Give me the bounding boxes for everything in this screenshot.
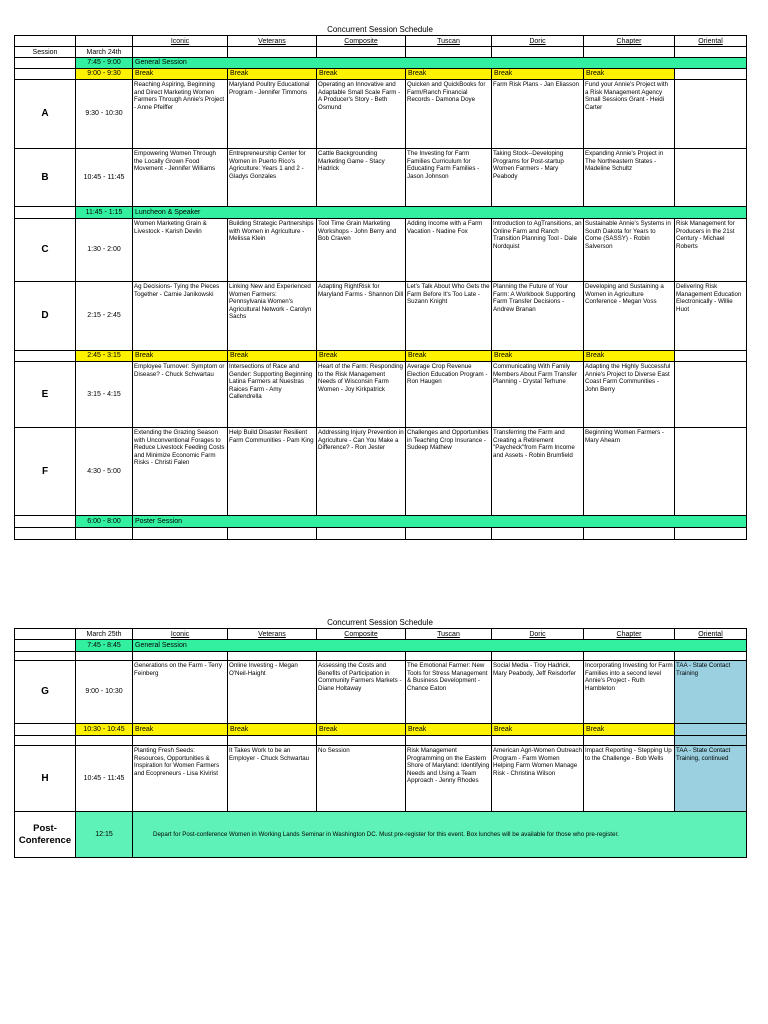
session-row-d [15,282,747,351]
session-cell: Quicken and QuickBooks for Farm/Ranch Financial Records - Damona Doye [406,80,492,149]
break-cell: Break [406,69,492,80]
break-cell: Break [317,724,406,736]
session-cell: Let's Talk About Who Gets the Farm Before It's Too Late - Suzann Knight [406,282,492,351]
column-header: Tuscan [406,629,492,640]
post-conference-note: Depart for Post-conference Women in Working Lands Seminar in Washington DC. Must pre-register for this event. Box lunches will be available for those who pre-register. [133,812,747,858]
session-cell: No Session [317,746,406,812]
session-cell: Challenges and Opportunities in Teaching Crop Insurance - Sudeep Mathew [406,428,492,516]
break-cell: Break [133,724,228,736]
time-cell: 11:45 - 1:15 [76,207,133,219]
session-cell: Employee Turnover: Symptom or Disease? - Chuck Schwartau [133,362,228,428]
session-cell: The Emotional Farmer: New Tools for Stress Management & Business Development - Chance Eaton [406,661,492,724]
time-cell: 10:45 - 11:45 [76,746,133,812]
time-cell: 10:30 - 10:45 [76,724,133,736]
session-cell: Operating an Innovative and Adaptable Small Scale Farm - A Producer's Story - Beth Osmund [317,80,406,149]
break-cell: Break [492,351,584,362]
column-header: Composite [317,629,406,640]
session-cell: Risk Management Programming on the Eastern Shore of Maryland: Identifying Needs and Using a Team Approach - Jenny Rhodes [406,746,492,812]
session-row-g [15,661,747,724]
spacer-row [15,528,747,540]
schedule-title: Concurrent Session Schedule [327,618,433,627]
poster-row [15,516,747,528]
schedule-table [14,628,747,858]
break-cell: Break [406,724,492,736]
break-row [15,724,747,736]
break-cell: Break [228,69,317,80]
break-cell: Break [584,351,675,362]
session-cell: Maryland Poultry Educational Program - Jennifer Timmons [228,80,317,149]
session-row-h [15,746,747,812]
band-label: General Session [133,58,747,69]
header-blank [15,36,76,47]
column-header: Composite [317,36,406,47]
date-header: March 24th [76,47,133,58]
session-letter: G [15,661,76,724]
session-cell: Risk Management for Producers in the 21st Century - Michael Roberts [675,219,747,282]
column-header: Chapter [584,629,675,640]
session-cell: Impact Reporting - Stepping Up to the Challenge - Bob Wells [584,746,675,812]
session-cell: Building Strategic Partnerships with Women in Agriculture - Melissa Klein [228,219,317,282]
session-cell: Adding Income with a Farm Vacation - Nadine Fox [406,219,492,282]
session-cell: Help Build Disaster Resilient Farm Communities - Pam King [228,428,317,516]
session-letter: B [15,149,76,207]
session-cell: Delivering Risk Management Education Electronically - Willie Huot [675,282,747,351]
time-cell: 4:30 - 5:00 [76,428,133,516]
session-cell: Farm Risk Plans - Jan Eliasson [492,80,584,149]
header-blank [76,36,133,47]
band-label: General Session [133,640,747,652]
session-cell [675,362,747,428]
session-cell: Adapting the Highly Successful Annie's Project to Diverse East Coast Farm Communities - John Berry [584,362,675,428]
time-cell: 2:15 - 2:45 [76,282,133,351]
time-cell: 9:30 - 10:30 [76,80,133,149]
session-cell: Average Crop Revenue Election Education Program - Ron Haugen [406,362,492,428]
session-cell: Online Investing - Megan O'Neil-Haight [228,661,317,724]
post-conference-row [15,812,747,858]
header-row [15,629,747,640]
schedule-march-24 [14,24,746,540]
schedule-table [14,35,747,540]
column-header: Iconic [133,629,228,640]
time-cell: 9:00 - 9:30 [76,69,133,80]
session-cell: Heart of the Farm: Responding to the Risk Management Needs of Wisconsin Farm Women - Joy Kirkpatrick [317,362,406,428]
session-cell: American Agri-Women Outreach Program - Farm Women Helping Farm Women Manage Risk - Christina Wilson [492,746,584,812]
break-cell: Break [492,724,584,736]
time-cell: 9:00 - 10:30 [76,661,133,724]
break-cell: Break [228,724,317,736]
session-cell: Tool Time Grain Marketing Workshops - John Berry and Bob Craven [317,219,406,282]
session-cell: Planning the Future of Your Farm: A Workbook Supporting Farm Transfer Decisions - Andrew Branan [492,282,584,351]
time-cell: 3:15 - 4:15 [76,362,133,428]
break-cell: Break [492,69,584,80]
spacer-row [15,736,747,746]
session-cell: Assessing the Costs and Benefits of Participation in Community Farmers Markets - Diane Holtaway [317,661,406,724]
session-cell: Adapting RightRisk for Maryland Farms - Shannon Dill [317,282,406,351]
session-cell: Incorporating Investing for Farm Families into a second level Annie's Project - Ruth Hambleton [584,661,675,724]
break-cell: Break [406,351,492,362]
session-cell: Transferring the Farm and Creating a Retirement "Paycheck"from Farm Income and Assets - Robin Brumfield [492,428,584,516]
break-cell: Break [133,351,228,362]
general-session-row [15,640,747,652]
session-cell: Linking New and Experienced Women Farmers: Pennsylvania Women's Agricultural Network - Carolyn Sachs [228,282,317,351]
session-row-c [15,219,747,282]
session-cell: Generations on the Farm - Terry Feinberg [133,661,228,724]
session-row-b [15,149,747,207]
session-cell: Cattle Backgrounding Marketing Game - Stacy Hadrick [317,149,406,207]
session-letter: H [15,746,76,812]
session-cell: Empowering Women Through the Locally Grown Food Movement - Jennifer Williams [133,149,228,207]
session-cell [675,149,747,207]
column-header: Tuscan [406,36,492,47]
session-letter: F [15,428,76,516]
session-cell: Communicating With Family Members About Farm Transfer Planning - Crystal Terhune [492,362,584,428]
session-header: Session [15,47,76,58]
band-label: Poster Session [133,516,747,528]
session-letter: D [15,282,76,351]
break-row [15,351,747,362]
break-cell: Break [228,351,317,362]
schedule-title: Concurrent Session Schedule [327,25,433,34]
session-cell: Developing and Sustaining a Women in Agriculture Conference - Megan Voss [584,282,675,351]
general-session-row [15,58,747,69]
session-row-e [15,362,747,428]
session-cell: TAA - State Contact Training, continued [675,746,747,812]
time-cell: 7:45 - 9:00 [76,58,133,69]
session-cell [675,428,747,516]
break-cell: Break [317,69,406,80]
luncheon-row [15,207,747,219]
session-cell: TAA - State Contact Training [675,661,747,724]
break-cell: Break [584,724,675,736]
session-cell: Taking Stock--Developing Programs for Post-startup Women Farmers - Mary Peabody [492,149,584,207]
session-cell: Addressing Injury Prevention in Agriculture - Can You Make a Difference? - Ron Jester [317,428,406,516]
post-conference-label: Post-Conference [15,812,76,858]
session-row-f [15,428,747,516]
header-row [15,36,747,47]
session-cell: Expanding Annie's Project in The Northeastern States - Madeline Schultz [584,149,675,207]
session-cell: Intersections of Race and Gender: Supporting Beginning Latina Farmers at Nuestras Raices Farm - Amy Callendrella [228,362,317,428]
break-cell: Break [317,351,406,362]
column-header: Doric [492,36,584,47]
time-cell: 7:45 - 8:45 [76,640,133,652]
session-letter: E [15,362,76,428]
session-cell: Beginning Women Farmers - Mary Ahearn [584,428,675,516]
session-cell: Entrepreneurship Center for Women in Puerto Rico's Agriculture: Years 1 and 2 - Gladys Gonzales [228,149,317,207]
break-row [15,69,747,80]
break-cell: Break [584,69,675,80]
time-cell: 6:00 - 8:00 [76,516,133,528]
session-letter: A [15,80,76,149]
spacer-row [15,652,747,661]
session-cell: Social Media - Troy Hadrick, Mary Peabody, Jeff Reisdorfer [492,661,584,724]
session-cell: It Takes Work to be an Employer - Chuck Schwartau [228,746,317,812]
column-header: Veterans [228,629,317,640]
time-cell: 2:45 - 3:15 [76,351,133,362]
time-cell: 10:45 - 11:45 [76,149,133,207]
session-cell: The Investing for Farm Families Curriculum for Educating Farm Families - Jason Johnson [406,149,492,207]
session-letter: C [15,219,76,282]
column-header: Veterans [228,36,317,47]
session-cell: Introduction to AgTransitions, an Online Farm and Ranch Transition Planning Tool - Dale Nordquist [492,219,584,282]
column-header: Iconic [133,36,228,47]
column-header: Oriental [675,629,747,640]
column-header: Chapter [584,36,675,47]
column-header: Oriental [675,36,747,47]
session-cell: Ag Decisions- Tying the Pieces Together - Carnie Janikowski [133,282,228,351]
time-cell: 12:15 [76,812,133,858]
session-cell: Planting Fresh Seeds: Resources, Opportunities & Inspiration for Women Farmers and Ecopreneurs - Lisa Kivirist [133,746,228,812]
schedule-march-25 [14,617,746,858]
session-cell: Women Marketing Grain & Livestock - Karish Devlin [133,219,228,282]
band-label: Luncheon & Speaker [133,207,747,219]
column-header: Doric [492,629,584,640]
session-cell: Extending the Grazing Season with Unconventional Forages to Reduce Livestock Feeding Costs and Minimize Economic Farm Risks - Christi Falen [133,428,228,516]
subheader-row [15,47,747,58]
session-cell: Sustainable Annie's Systems in South Dakota for Years to Come (SASSY) - Robin Salverson [584,219,675,282]
time-cell: 1:30 - 2:00 [76,219,133,282]
session-row-a [15,80,747,149]
session-cell: Fund your Annie's Project with a Risk Management Agency Small Sessions Grant - Heidi Carter [584,80,675,149]
session-cell [675,80,747,149]
date-header: March 25th [76,629,133,640]
session-cell: Reaching Aspiring, Beginning and Direct Marketing Women Farmers Through Annie's Project - Anne Pfeiffer [133,80,228,149]
break-cell: Break [133,69,228,80]
